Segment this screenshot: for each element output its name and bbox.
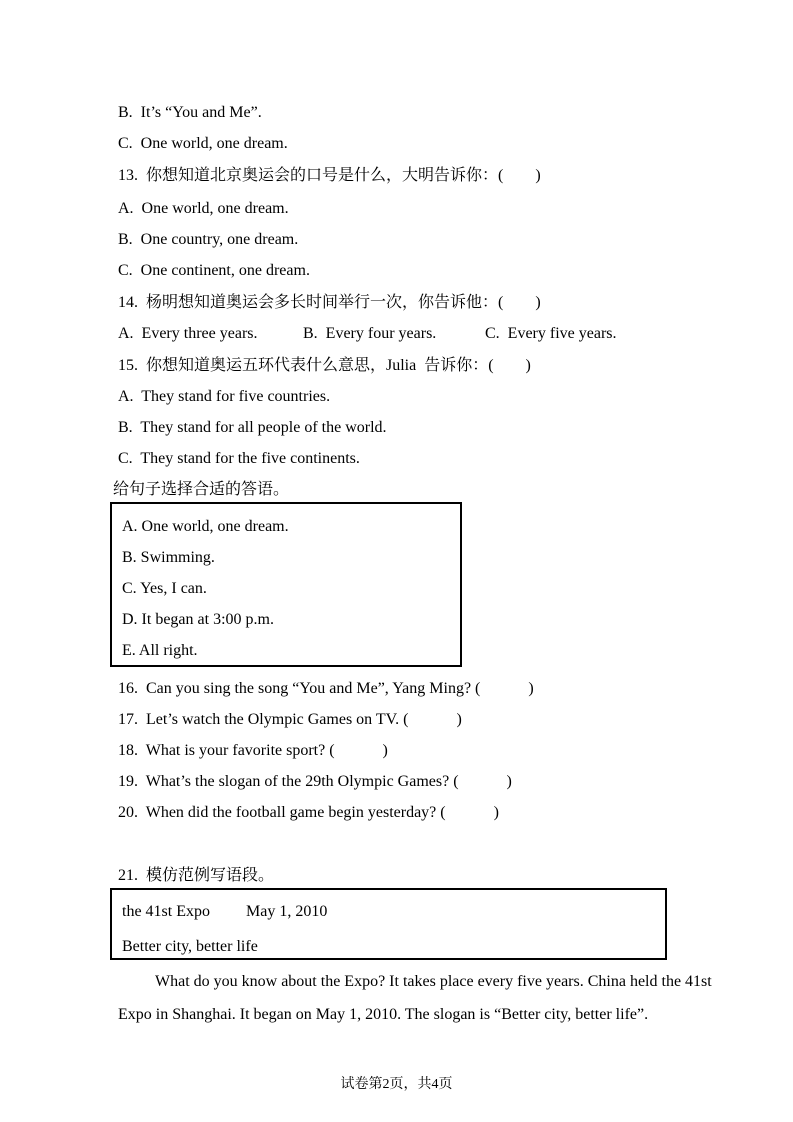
q14-option-a: A. Every three years. xyxy=(118,325,258,342)
q15-option-a: A. They stand for five countries. xyxy=(118,388,331,405)
matching-instruction: 给句子选择合适的答语。 xyxy=(113,481,290,498)
q15-stem: 15. 你想知道奥运五环代表什么意思，Julia 告诉你：( ) xyxy=(118,357,531,374)
q16-stem: 16. Can you sing the song “You and Me”, Yang Ming? ( ) xyxy=(118,680,534,697)
example-paragraph-line-2: Expo in Shanghai. It began on May 1, 2010. The slogan is “Better city, better life”. xyxy=(118,1006,649,1023)
q19-stem: 19. What’s the slogan of the 29th Olympic Games? ( ) xyxy=(118,773,512,790)
q13-option-b: B. One country, one dream. xyxy=(118,231,299,248)
example-box-line-1: the 41st Expo May 1, 2010 xyxy=(122,903,328,920)
q15-option-c: C. They stand for the five continents. xyxy=(118,450,360,467)
answer-box-item-d: D. It began at 3:00 p.m. xyxy=(122,611,274,628)
q13-stem: 13. 你想知道北京奥运会的口号是什么，大明告诉你：( ) xyxy=(118,167,541,184)
example-paragraph-line-1: What do you know about the Expo? It takes place every five years. China held the 41st xyxy=(155,973,712,990)
answer-box-item-e: E. All right. xyxy=(122,642,198,659)
answer-box-item-c: C. Yes, I can. xyxy=(122,580,207,597)
page-footer: 试卷第2页，共4页 xyxy=(340,1077,453,1092)
q14-stem: 14. 杨明想知道奥运会多长时间举行一次，你告诉他：( ) xyxy=(118,294,541,311)
answer-box-item-a: A. One world, one dream. xyxy=(122,518,289,535)
answer-box-item-b: B. Swimming. xyxy=(122,549,215,566)
q12-option-c: C. One world, one dream. xyxy=(118,135,288,152)
q15-option-b: B. They stand for all people of the world. xyxy=(118,419,387,436)
q14-option-c: C. Every five years. xyxy=(485,325,617,342)
q17-stem: 17. Let’s watch the Olympic Games on TV. ( ) xyxy=(118,711,462,728)
q20-stem: 20. When did the football game begin yesterday? ( ) xyxy=(118,804,499,821)
q14-option-b: B. Every four years. xyxy=(303,325,437,342)
q13-option-c: C. One continent, one dream. xyxy=(118,262,310,279)
q18-stem: 18. What is your favorite sport? ( ) xyxy=(118,742,388,759)
q12-option-b: B. It’s “You and Me”. xyxy=(118,104,262,121)
q13-option-a: A. One world, one dream. xyxy=(118,200,289,217)
q21-stem: 21. 模仿范例写语段。 xyxy=(118,867,275,884)
example-box-line-2: Better city, better life xyxy=(122,938,258,955)
